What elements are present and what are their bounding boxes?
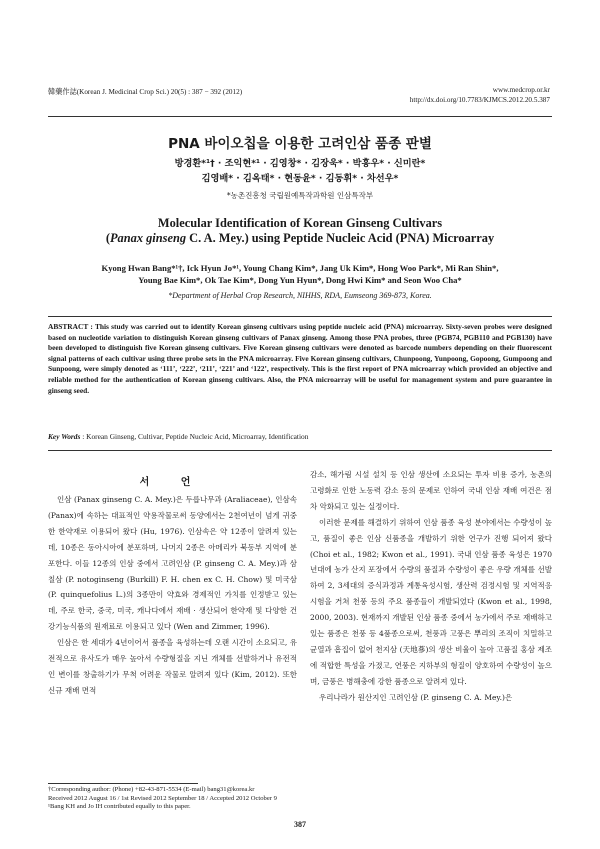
journal-website-link[interactable]: www.medcrop.or.kr	[492, 86, 550, 94]
doi-link[interactable]: http://dx.doi.org/10.7783/KJMCS.2012.20.5.387	[409, 96, 550, 104]
abstract	[48, 322, 552, 396]
intro-paragraph-3: 감소, 해가림 시설 설치 등 인삼 생산에 소요되는 투자 비용 증가, 농촌의 고령화로 인한 노동력 감소 등의 문제로 인하여 국내 인삼 재배 여건은 점차 악화되고 있는 실정이다.	[310, 470, 552, 511]
english-title	[0, 216, 600, 246]
intro-paragraph-4: 이러한 문제를 해결하기 위하여 인삼 품종 육성 분야에서는 수량성이 높고, 품질이 좋은 인삼 신품종을 개발하기 위한 연구가 진행 되어져 왔다 (Choi et al., 1982; Kwon et al., 1991). 국내 인삼 품종 육성은 1970년대에 농가 산지 포장에서 수량의 품질과 수량성이 좋은 우량 개체를 선발하여 2, 3세대의 증식과정과 계통육성시험, 생산력 검정시험 및 지역적응시험을 거쳐 천풍 등의 주요 품종들이 개발되었다 (Kwon et al., 1998, 2000, 2003). 현재까지 개발된 인삼 품종 중에서 농가에서 주로 재배하고 있는 품종은 천풍 등 4품종으로써, 천풍과 고풍은 뿌리의 조직이 치밀하고 균열과 흠집이 없어 천지삼 (天地蔘)의 생산 비율이 높아 고품질 홍삼 제조에 적합한 특성을 가졌고, 연풍은 지하부의 형질이 양호하여 수량성이 높으며, 금풍은 병해충에 강한 품종으로 알려져 있다.	[310, 517, 552, 686]
journal-links	[410, 85, 550, 105]
title-rest: C. A. Mey.) using Peptide Nucleic Acid (PNA) Microarray	[186, 231, 495, 245]
keywords	[48, 432, 552, 441]
keywords-text: : Korean Ginseng, Cultivar, Peptide Nucleic Acid, Microarray, Identification	[80, 432, 309, 441]
title-species: Panax ginseng	[109, 231, 187, 245]
english-authors-line-1: Kyong Hwan Bang*¹†, Ick Hyun Jo*¹, Young Chang Kim*, Jang Uk Kim*, Hong Woo Park*, Mi Ran Shin*,	[101, 263, 499, 273]
korean-authors-line-1: 방경환*¹† · 조익현*¹ · 김영창* · 김장욱* · 박홍우* · 신미란*	[174, 158, 426, 169]
body-column-left	[48, 492, 297, 699]
page-number: 387	[294, 820, 306, 829]
intro-paragraph-1: 인삼 (Panax ginseng C. A. Mey.)은 두릅나무과 (Araliaceae), 인삼속 (Panax)에 속하는 대표적인 약용작물로써 동양에서는 2천여년이 넘게 귀중한 한약재로 이용되어 왔다 (Hu, 1976). 인삼속은 약 12종이 알려져 있는데, 10종은 동아시아에 분포하며, 나머지 2종은 아메리카 북동부 지역에 분포한다. 이들 12종의 인삼 중에서 고려인삼 (P. ginseng C. A. Mey.)과 삼칠삼 (P. notoginseng (Burkill) F. H. chen ex C. H. Chow) 및 미국삼 (P. quinquefolius L.)의 3종만이 약효와 경제적인 가치를 인정받고 있는데, 주로 한국, 중국, 미국, 캐나다에서 재배 · 생산되어 한약재 및 다양한 건강기능식품의 원재료로 이용되고 있다 (Wen and Zimmer, 1996).	[48, 495, 297, 632]
footnote-corresponding-author: †Corresponding author: (Phone) +82-43-871-5534 (E-mail) bang31@korea.kr	[48, 786, 255, 793]
keywords-label: Key Words	[48, 432, 81, 441]
body-column-right	[310, 467, 552, 706]
abstract-label: ABSTRACT :	[48, 322, 95, 331]
section-heading-introduction: 서 언	[139, 477, 205, 488]
intro-paragraph-2: 인삼은 한 세대가 4년이어서 품종을 육성하는데 오랜 시간이 소요되고, 유전적으로 유사도가 매우 높아서 수량형질을 지닌 개체를 선발하거나 유전적인 변이를 창출하기가 무척 어려운 작물로 알려져 있다 (Kim, 2012). 또한 신규 재배 면적	[48, 638, 297, 695]
footnote-dates: Received 2012 August 16 / 1st Revised 2012 September 18 / Accepted 2012 October 9	[48, 794, 277, 802]
english-title-line-2	[0, 231, 600, 246]
header-divider	[48, 116, 552, 117]
abstract-text: This study was carried out to identify Korean ginseng cultivars using peptide nucleic acid (PNA) microarray. Sixty-seven probes were designed based on nucleotide variation to distinguish Korean ginseng cultivars of Panax ginseng. Among those PNA probes, three (PGB74, PGB110 and PGB130) have been developed to distinguish five Korean ginseng cultivars. Five Korean ginseng cultivars were denoted as barcode numbers depending on their fluorescent signal patterns of each cultivar using three probe sets in the PNA microarray. Five Korean ginseng cultivars, Chunpoong, Yunpoong, Gopoong, Gumpoong and Sunpoong, were simply denoted as ‘111’, ‘222’, ‘211’, ‘221’ and ‘122’, respectively. This is the first report of PNA microarray which provided an objective and reliable method for the authentication of Korean ginseng cultivars. Also, the PNA microarray will be useful for management system and pure guarantee in ginseng seed.	[48, 322, 552, 395]
abstract-top-divider	[48, 316, 552, 317]
footnote-divider	[48, 783, 198, 784]
footnote-equal-contribution: ¹Bang KH and Jo IH contributed equally to this paper.	[48, 803, 191, 811]
title-paren: (	[105, 231, 110, 245]
korean-title: PNA 바이오칩을 이용한 고려인삼 품종 판별	[168, 136, 432, 152]
english-authors-line-2: Young Bae Kim*, Ok Tae Kim*, Dong Yun Hyun*, Dong Hwi Kim* and Seon Woo Cha*	[138, 275, 462, 285]
english-affiliation: *Department of Herbal Crop Research, NIHHS, RDA, Eumseong 369-873, Korea.	[168, 291, 432, 300]
english-title-line-1: Molecular Identification of Korean Ginseng Cultivars	[157, 216, 443, 230]
intro-paragraph-5: 우리나라가 원산지인 고려인삼 (P. ginseng C. A. Mey.)은	[319, 692, 513, 702]
korean-authors-line-2: 김영배* · 김옥태* · 현동윤* · 김동휘* · 차선우*	[201, 173, 399, 184]
abstract-bottom-divider	[48, 450, 552, 451]
korean-authors	[0, 156, 600, 186]
journal-citation: 韓藥作誌(Korean J. Medicinal Crop Sci.) 20(5) : 387 − 392 (2012)	[48, 88, 243, 96]
footnotes	[48, 786, 277, 812]
korean-affiliation: *농촌진흥청 국립원예특작과학원 인삼특작부	[226, 191, 374, 200]
english-authors	[0, 262, 600, 286]
